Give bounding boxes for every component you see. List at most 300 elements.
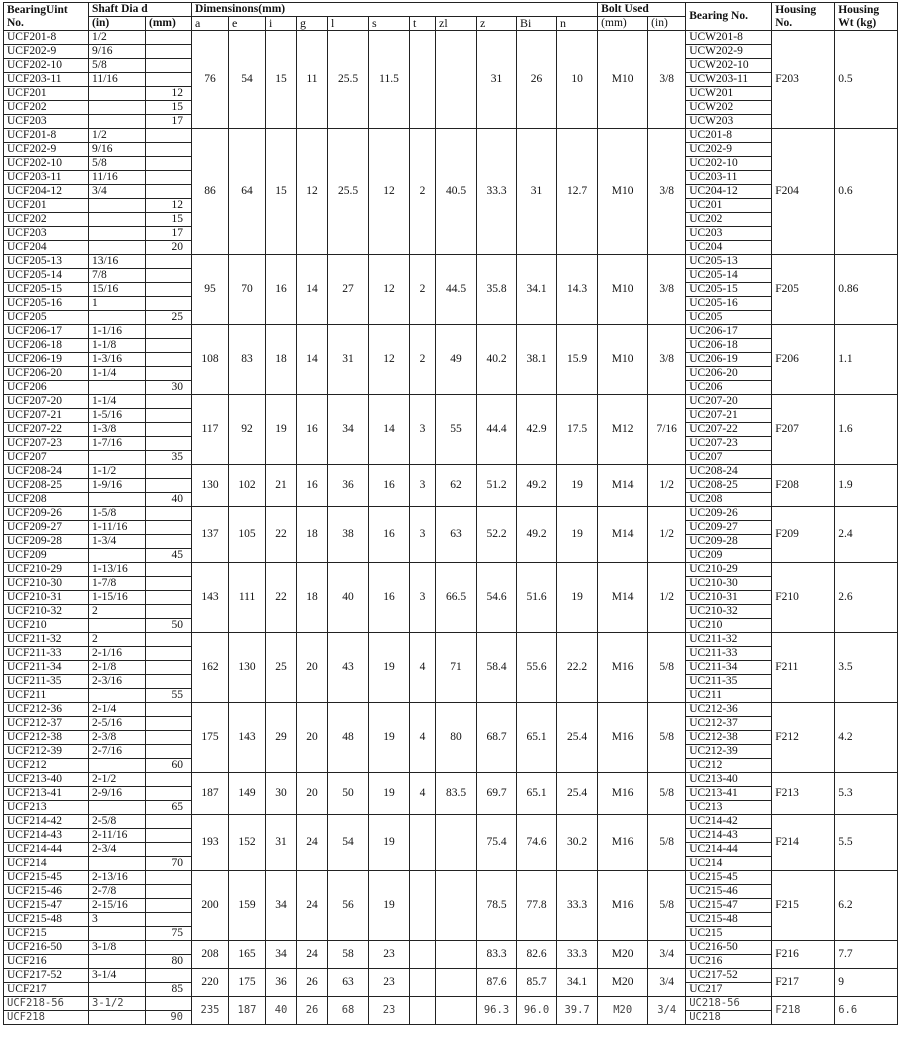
bearing-unit-cell: UCF215-46 — [4, 885, 89, 899]
table-row — [4, 31, 898, 45]
col-dim-a: a — [192, 17, 229, 31]
dim-cell-t: 2 — [410, 325, 436, 395]
shaft-in-cell — [89, 241, 146, 255]
bearing-unit-cell: UCF201-8 — [4, 31, 89, 45]
shaft-in-cell: 2-1/2 — [89, 773, 146, 787]
bearing-spec-sheet — [3, 2, 897, 1025]
shaft-mm-cell — [146, 913, 192, 927]
dim-cell-i: 22 — [266, 507, 297, 563]
housing-wt-cell: 5.3 — [835, 773, 898, 815]
dim-cell-n: 39.7 — [557, 997, 598, 1025]
shaft-mm-cell — [146, 409, 192, 423]
dim-cell-g: 18 — [297, 563, 328, 633]
col-shaft-mm: (mm) — [146, 17, 192, 31]
shaft-mm-cell — [146, 171, 192, 185]
bearing-no-cell: UC209-26 — [686, 507, 772, 521]
bearing-no-cell: UC215-46 — [686, 885, 772, 899]
bearing-unit-cell: UCF207-23 — [4, 437, 89, 451]
dim-cell-e: 149 — [229, 773, 266, 815]
dim-cell-l: 25.5 — [328, 31, 369, 129]
shaft-in-cell — [89, 451, 146, 465]
shaft-mm-cell: 45 — [146, 549, 192, 563]
bearing-unit-cell: UCF204-12 — [4, 185, 89, 199]
dim-cell-s: 19 — [369, 633, 410, 703]
col-dim-n: n — [557, 17, 598, 31]
bearing-unit-cell: UCF207-20 — [4, 395, 89, 409]
dim-cell-bi: 65.1 — [517, 703, 557, 773]
shaft-mm-cell — [146, 633, 192, 647]
shaft-in-cell — [89, 759, 146, 773]
bolt-mm-cell: M20 — [598, 941, 648, 969]
bolt-mm-cell: M10 — [598, 31, 648, 129]
bearing-no-cell: UCW201 — [686, 87, 772, 101]
bearing-unit-cell: UCF208 — [4, 493, 89, 507]
shaft-in-cell: 2-3/4 — [89, 843, 146, 857]
shaft-mm-cell — [146, 325, 192, 339]
bearing-unit-cell: UCF211-32 — [4, 633, 89, 647]
shaft-mm-cell — [146, 535, 192, 549]
bearing-no-cell: UC203-11 — [686, 171, 772, 185]
bearing-unit-cell: UCF206-17 — [4, 325, 89, 339]
shaft-mm-cell: 35 — [146, 451, 192, 465]
shaft-mm-cell — [146, 507, 192, 521]
dim-cell-i: 15 — [266, 31, 297, 129]
bearing-no-cell: UC212-37 — [686, 717, 772, 731]
shaft-in-cell: 1-3/16 — [89, 353, 146, 367]
dim-cell-e: 130 — [229, 633, 266, 703]
bolt-in-cell: 1/2 — [648, 507, 686, 563]
bearing-unit-cell: UCF215-48 — [4, 913, 89, 927]
bolt-mm-cell: M10 — [598, 325, 648, 395]
shaft-in-cell: 9/16 — [89, 143, 146, 157]
dim-cell-z: 33.3 — [477, 129, 517, 255]
bearing-unit-cell: UCF211-35 — [4, 675, 89, 689]
col-dim-bi: Bi — [517, 17, 557, 31]
bearing-no-cell: UC209-27 — [686, 521, 772, 535]
bolt-in-cell: 1/2 — [648, 465, 686, 507]
dim-cell-t: 3 — [410, 563, 436, 633]
dim-cell-i: 21 — [266, 465, 297, 507]
dim-cell-e: 143 — [229, 703, 266, 773]
dim-cell-n: 25.4 — [557, 703, 598, 773]
dim-cell-z: 83.3 — [477, 941, 517, 969]
bolt-in-cell: 3/8 — [648, 325, 686, 395]
dim-cell-zl: 44.5 — [436, 255, 477, 325]
bearing-unit-cell: UCF218 — [4, 1011, 89, 1025]
shaft-in-cell — [89, 619, 146, 633]
bolt-mm-cell: M16 — [598, 773, 648, 815]
bearing-no-cell: UC208-24 — [686, 465, 772, 479]
bearing-no-cell: UCW202-9 — [686, 45, 772, 59]
bearing-unit-cell: UCF216 — [4, 955, 89, 969]
bearing-no-cell: UC212-38 — [686, 731, 772, 745]
dim-cell-g: 24 — [297, 941, 328, 969]
dim-cell-zl — [436, 815, 477, 871]
dim-cell-bi: 49.2 — [517, 465, 557, 507]
shaft-mm-cell — [146, 297, 192, 311]
housing-wt-cell: 4.2 — [835, 703, 898, 773]
bearing-unit-cell: UCF201 — [4, 87, 89, 101]
housing-wt-cell: 1.9 — [835, 465, 898, 507]
bolt-mm-cell: M16 — [598, 703, 648, 773]
bearing-no-cell: UC212 — [686, 759, 772, 773]
shaft-in-cell: 11/16 — [89, 171, 146, 185]
shaft-mm-cell — [146, 591, 192, 605]
bearing-no-cell: UC203 — [686, 227, 772, 241]
shaft-in-cell: 11/16 — [89, 73, 146, 87]
shaft-mm-cell: 60 — [146, 759, 192, 773]
dim-cell-e: 105 — [229, 507, 266, 563]
dim-cell-l: 38 — [328, 507, 369, 563]
bearing-unit-cell: UCF202 — [4, 213, 89, 227]
shaft-mm-cell: 15 — [146, 213, 192, 227]
dim-cell-s: 19 — [369, 773, 410, 815]
col-dim-e: e — [229, 17, 266, 31]
dim-cell-z: 52.2 — [477, 507, 517, 563]
bolt-mm-cell: M20 — [598, 997, 648, 1025]
bearing-unit-cell: UCF215-47 — [4, 899, 89, 913]
dim-cell-n: 15.9 — [557, 325, 598, 395]
dim-cell-t: 2 — [410, 255, 436, 325]
bearing-unit-cell: UCF201 — [4, 199, 89, 213]
shaft-mm-cell: 80 — [146, 955, 192, 969]
dim-cell-t: 3 — [410, 507, 436, 563]
dim-cell-zl — [436, 969, 477, 997]
bearing-no-cell: UC204 — [686, 241, 772, 255]
dim-cell-s: 23 — [369, 969, 410, 997]
bearing-no-cell: UC202-9 — [686, 143, 772, 157]
bearing-unit-cell: UCF214 — [4, 857, 89, 871]
dim-cell-i: 29 — [266, 703, 297, 773]
dim-cell-s: 19 — [369, 815, 410, 871]
shaft-in-cell — [89, 227, 146, 241]
dim-cell-z: 54.6 — [477, 563, 517, 633]
bearing-no-cell: UC211 — [686, 689, 772, 703]
bolt-mm-cell: M10 — [598, 129, 648, 255]
col-shaft-in: (in) — [89, 17, 146, 31]
dim-cell-g: 14 — [297, 255, 328, 325]
dim-cell-zl: 62 — [436, 465, 477, 507]
dim-cell-i: 18 — [266, 325, 297, 395]
dim-cell-t: 2 — [410, 129, 436, 255]
dim-cell-t: 3 — [410, 465, 436, 507]
dim-cell-e: 92 — [229, 395, 266, 465]
bolt-in-cell: 3/8 — [648, 31, 686, 129]
dim-cell-s: 23 — [369, 997, 410, 1025]
dim-cell-l: 34 — [328, 395, 369, 465]
dim-cell-a: 95 — [192, 255, 229, 325]
col-bearing-unit: BearingUint No. — [4, 3, 89, 31]
bolt-mm-cell: M14 — [598, 563, 648, 633]
housing-no-cell: F218 — [772, 997, 835, 1025]
shaft-mm-cell: 20 — [146, 241, 192, 255]
shaft-in-cell: 1-3/8 — [89, 423, 146, 437]
shaft-in-cell: 1-13/16 — [89, 563, 146, 577]
dim-cell-t — [410, 31, 436, 129]
dim-cell-s: 14 — [369, 395, 410, 465]
dim-cell-n: 19 — [557, 507, 598, 563]
shaft-in-cell: 1-1/4 — [89, 395, 146, 409]
bearing-no-cell: UC207-20 — [686, 395, 772, 409]
dim-cell-a: 208 — [192, 941, 229, 969]
shaft-in-cell: 2-1/4 — [89, 703, 146, 717]
bearing-no-cell: UC214 — [686, 857, 772, 871]
shaft-mm-cell — [146, 899, 192, 913]
dim-cell-n: 19 — [557, 563, 598, 633]
bearing-unit-cell: UCF202-9 — [4, 45, 89, 59]
dim-cell-z: 87.6 — [477, 969, 517, 997]
dim-cell-zl — [436, 31, 477, 129]
col-bolt-mm: (mm) — [598, 17, 648, 31]
dim-cell-i: 31 — [266, 815, 297, 871]
bearing-no-cell: UC207-23 — [686, 437, 772, 451]
dim-cell-t — [410, 969, 436, 997]
bearing-no-cell: UC214-43 — [686, 829, 772, 843]
bolt-in-cell: 5/8 — [648, 815, 686, 871]
col-bolt-in: (in) — [648, 17, 686, 31]
dim-cell-e: 152 — [229, 815, 266, 871]
shaft-mm-cell — [146, 157, 192, 171]
dim-cell-l: 40 — [328, 563, 369, 633]
bearing-unit-cell: UCF209-28 — [4, 535, 89, 549]
table-row — [4, 325, 898, 339]
bearing-unit-cell: UCF204 — [4, 241, 89, 255]
shaft-mm-cell — [146, 745, 192, 759]
bearing-no-cell: UC206-19 — [686, 353, 772, 367]
bearing-no-cell: UC209 — [686, 549, 772, 563]
bearing-no-cell: UCW201-8 — [686, 31, 772, 45]
col-dim-g: g — [297, 17, 328, 31]
shaft-mm-cell — [146, 815, 192, 829]
bearing-unit-cell: UCF205-13 — [4, 255, 89, 269]
bearing-unit-cell: UCF203 — [4, 227, 89, 241]
bearing-unit-cell: UCF212-39 — [4, 745, 89, 759]
shaft-mm-cell — [146, 73, 192, 87]
dim-cell-g: 26 — [297, 969, 328, 997]
dim-cell-n: 14.3 — [557, 255, 598, 325]
dim-cell-t: 4 — [410, 773, 436, 815]
bearing-unit-cell: UCF216-50 — [4, 941, 89, 955]
bearing-no-cell: UC217 — [686, 983, 772, 997]
shaft-in-cell: 2-3/8 — [89, 731, 146, 745]
dim-cell-bi: 74.6 — [517, 815, 557, 871]
bearing-no-cell: UC205-15 — [686, 283, 772, 297]
dim-cell-l: 48 — [328, 703, 369, 773]
bearing-unit-cell: UCF214-43 — [4, 829, 89, 843]
dim-cell-e: 111 — [229, 563, 266, 633]
bearing-unit-cell: UCF213-40 — [4, 773, 89, 787]
housing-no-cell: F206 — [772, 325, 835, 395]
dim-cell-zl: 71 — [436, 633, 477, 703]
dim-cell-l: 27 — [328, 255, 369, 325]
col-dim-l: l — [328, 17, 369, 31]
shaft-mm-cell — [146, 675, 192, 689]
dim-cell-i: 19 — [266, 395, 297, 465]
shaft-in-cell — [89, 927, 146, 941]
dim-cell-l: 36 — [328, 465, 369, 507]
bearing-no-cell: UC208-25 — [686, 479, 772, 493]
dim-cell-e: 165 — [229, 941, 266, 969]
dim-cell-e: 54 — [229, 31, 266, 129]
shaft-mm-cell — [146, 255, 192, 269]
bolt-in-cell: 3/4 — [648, 969, 686, 997]
dim-cell-n: 19 — [557, 465, 598, 507]
shaft-mm-cell — [146, 129, 192, 143]
shaft-in-cell: 1-1/4 — [89, 367, 146, 381]
dim-cell-z: 69.7 — [477, 773, 517, 815]
dim-cell-e: 70 — [229, 255, 266, 325]
dim-cell-t — [410, 997, 436, 1025]
shaft-mm-cell — [146, 703, 192, 717]
bearing-no-cell: UC206-17 — [686, 325, 772, 339]
dim-cell-s: 19 — [369, 703, 410, 773]
dim-cell-l: 31 — [328, 325, 369, 395]
dim-cell-g: 20 — [297, 703, 328, 773]
bolt-in-cell: 3/4 — [648, 941, 686, 969]
bearing-unit-cell: UCF217-52 — [4, 969, 89, 983]
shaft-in-cell: 2-7/16 — [89, 745, 146, 759]
bearing-no-cell: UC218-56 — [686, 997, 772, 1011]
bolt-in-cell: 7/16 — [648, 395, 686, 465]
bearing-no-cell: UC212-39 — [686, 745, 772, 759]
shaft-mm-cell — [146, 731, 192, 745]
housing-no-cell: F214 — [772, 815, 835, 871]
dim-cell-e: 102 — [229, 465, 266, 507]
dim-cell-s: 12 — [369, 255, 410, 325]
bearing-unit-cell: UCF212 — [4, 759, 89, 773]
housing-wt-cell: 9 — [835, 969, 898, 997]
shaft-mm-cell — [146, 437, 192, 451]
shaft-mm-cell — [146, 843, 192, 857]
bearing-no-cell: UC211-35 — [686, 675, 772, 689]
bearing-unit-cell: UCF210-30 — [4, 577, 89, 591]
bearing-no-cell: UC214-44 — [686, 843, 772, 857]
shaft-in-cell — [89, 493, 146, 507]
shaft-mm-cell: 90 — [146, 1011, 192, 1025]
bearing-unit-cell: UCF207 — [4, 451, 89, 465]
shaft-mm-cell: 17 — [146, 227, 192, 241]
col-dim-zl: zl — [436, 17, 477, 31]
housing-wt-cell: 7.7 — [835, 941, 898, 969]
shaft-mm-cell — [146, 367, 192, 381]
bearing-unit-cell: UCF213 — [4, 801, 89, 815]
bearing-unit-cell: UCF202 — [4, 101, 89, 115]
dim-cell-t — [410, 815, 436, 871]
dim-cell-z: 96.3 — [477, 997, 517, 1025]
housing-wt-cell: 5.5 — [835, 815, 898, 871]
bearing-unit-cell: UCF202-10 — [4, 59, 89, 73]
table-row — [4, 941, 898, 955]
dim-cell-g: 20 — [297, 633, 328, 703]
housing-no-cell: F207 — [772, 395, 835, 465]
col-housing-no: Housing No. — [772, 3, 835, 31]
bearing-unit-cell: UCF206-20 — [4, 367, 89, 381]
dim-cell-bi: 55.6 — [517, 633, 557, 703]
table-row — [4, 969, 898, 983]
bearing-no-cell: UCW203 — [686, 115, 772, 129]
shaft-mm-cell — [146, 717, 192, 731]
table-row — [4, 395, 898, 409]
housing-no-cell: F212 — [772, 703, 835, 773]
dim-cell-zl: 55 — [436, 395, 477, 465]
dim-cell-n: 30.2 — [557, 815, 598, 871]
dim-cell-s: 12 — [369, 129, 410, 255]
dim-cell-bi: 85.7 — [517, 969, 557, 997]
shaft-in-cell: 3-1/4 — [89, 969, 146, 983]
bolt-in-cell: 5/8 — [648, 703, 686, 773]
dim-cell-e: 175 — [229, 969, 266, 997]
shaft-mm-cell — [146, 969, 192, 983]
dim-cell-t — [410, 871, 436, 941]
table-row — [4, 815, 898, 829]
shaft-mm-cell — [146, 563, 192, 577]
shaft-in-cell: 1-5/16 — [89, 409, 146, 423]
dim-cell-bi: 31 — [517, 129, 557, 255]
shaft-in-cell: 3-1/2 — [89, 997, 146, 1011]
bolt-mm-cell: M12 — [598, 395, 648, 465]
housing-wt-cell: 0.5 — [835, 31, 898, 129]
dim-cell-zl — [436, 871, 477, 941]
bearing-no-cell: UC210-29 — [686, 563, 772, 577]
bearing-no-cell: UC213-41 — [686, 787, 772, 801]
bearing-unit-cell: UCF212-38 — [4, 731, 89, 745]
housing-no-cell: F215 — [772, 871, 835, 941]
housing-no-cell: F209 — [772, 507, 835, 563]
bearing-no-cell: UC211-34 — [686, 661, 772, 675]
bearing-no-cell: UC211-33 — [686, 647, 772, 661]
bolt-in-cell: 3/8 — [648, 129, 686, 255]
shaft-in-cell: 1-1/8 — [89, 339, 146, 353]
housing-wt-cell: 6.2 — [835, 871, 898, 941]
dim-cell-zl — [436, 941, 477, 969]
bearing-unit-cell: UCF211-33 — [4, 647, 89, 661]
bolt-in-cell: 3/8 — [648, 255, 686, 325]
dim-cell-g: 14 — [297, 325, 328, 395]
bearing-unit-cell: UCF210-31 — [4, 591, 89, 605]
shaft-in-cell: 1-5/8 — [89, 507, 146, 521]
col-dimensions: Dimensinons(mm) — [192, 3, 598, 17]
col-dim-z: z — [477, 17, 517, 31]
dim-cell-s: 16 — [369, 465, 410, 507]
shaft-mm-cell: 15 — [146, 101, 192, 115]
dim-cell-t: 4 — [410, 703, 436, 773]
bearing-no-cell: UC216-50 — [686, 941, 772, 955]
col-dim-t: t — [410, 17, 436, 31]
dim-cell-i: 16 — [266, 255, 297, 325]
dim-cell-n: 12.7 — [557, 129, 598, 255]
shaft-in-cell — [89, 689, 146, 703]
shaft-mm-cell: 12 — [146, 87, 192, 101]
bearing-unit-cell: UCF201-8 — [4, 129, 89, 143]
dim-cell-n: 33.3 — [557, 941, 598, 969]
shaft-in-cell: 1-7/16 — [89, 437, 146, 451]
shaft-in-cell: 3/4 — [89, 185, 146, 199]
bearing-unit-cell: UCF207-22 — [4, 423, 89, 437]
shaft-mm-cell — [146, 185, 192, 199]
dim-cell-g: 18 — [297, 507, 328, 563]
dim-cell-t: 3 — [410, 395, 436, 465]
shaft-in-cell: 2-7/8 — [89, 885, 146, 899]
shaft-mm-cell: 50 — [146, 619, 192, 633]
dim-cell-g: 24 — [297, 815, 328, 871]
shaft-in-cell — [89, 983, 146, 997]
bolt-mm-cell: M16 — [598, 871, 648, 941]
bearing-no-cell: UC201 — [686, 199, 772, 213]
dim-cell-bi: 77.8 — [517, 871, 557, 941]
dim-cell-bi: 96.0 — [517, 997, 557, 1025]
dim-cell-zl: 63 — [436, 507, 477, 563]
shaft-mm-cell: 75 — [146, 927, 192, 941]
